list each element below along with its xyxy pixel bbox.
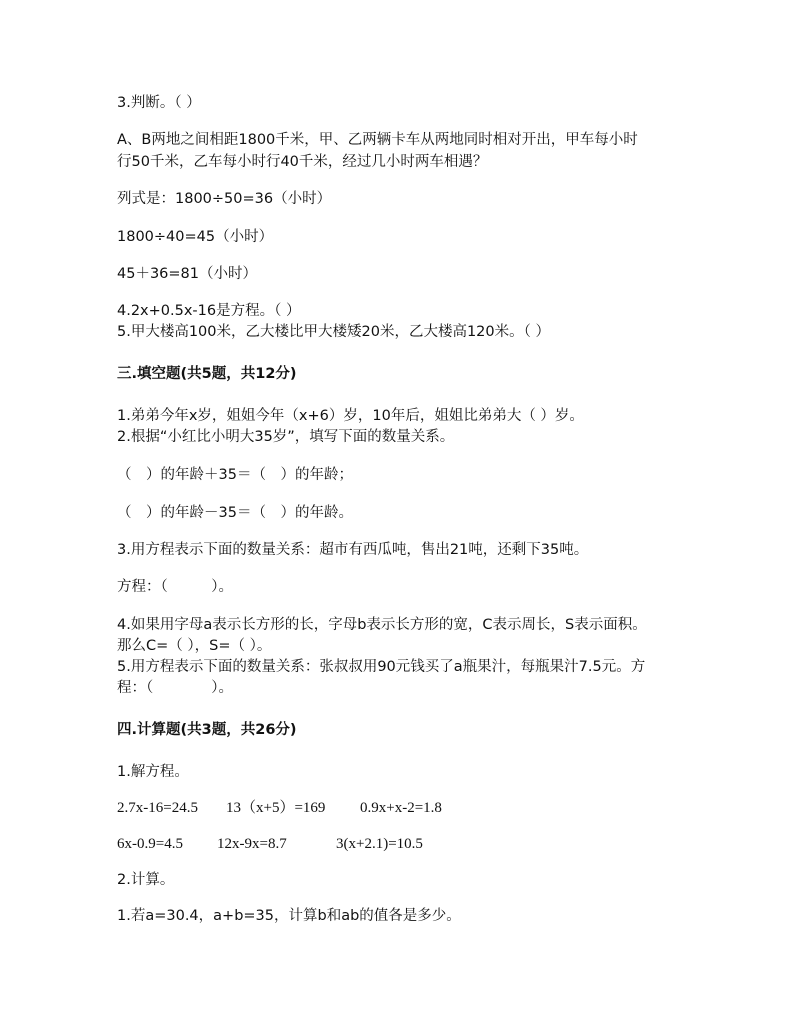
section3-q5-line1: 5.用方程表示下面的数量关系：张叔叔用90元钱买了a瓶果汁，每瓶果汁7.5元。方 bbox=[117, 659, 646, 675]
equation-row2-item3: 3(x+2.1)=10.5 bbox=[336, 836, 423, 852]
equation-row2-item1: 6x-0.9=4.5 bbox=[117, 836, 183, 852]
judge-item3-formula-line3: 45＋36=81（小时） bbox=[117, 266, 258, 282]
judge-item3-problem-line1: A、B两地之间相距1800千米，甲、乙两辆卡车从两地同时相对开出，甲车每小时 bbox=[117, 132, 638, 148]
section3-q5-line2: 程：（ ）。 bbox=[117, 680, 233, 696]
section3-q4-line2: 那么C=（ ），S=（ ）。 bbox=[117, 638, 272, 654]
section3-q2-title: 2.根据“小红比小明大35岁”，填写下面的数量关系。 bbox=[117, 429, 455, 445]
equation-row1-item1: 2.7x-16=24.5 bbox=[117, 800, 198, 816]
judge-item3-formula-line2: 1800÷40=45（小时） bbox=[117, 229, 274, 245]
judge-item3-problem-line2: 行50千米，乙车每小时行40千米，经过几小时两车相遇？ bbox=[117, 154, 488, 170]
section3-q3-answer: 方程：（ ）。 bbox=[117, 579, 233, 595]
section3-heading: 三.填空题(共5题，共12分) bbox=[117, 366, 297, 382]
equation-row1-item3: 0.9x+x-2=1.8 bbox=[360, 800, 442, 816]
judge-item3-title: 3.判断。（ ） bbox=[117, 95, 201, 111]
judge-item3-formula-line1: 列式是：1800÷50=36（小时） bbox=[117, 191, 332, 207]
equation-row2-item2: 12x-9x=8.7 bbox=[217, 836, 287, 852]
section4-heading: 四.计算题(共3题，共26分) bbox=[117, 722, 297, 738]
section4-q1-title: 1.解方程。 bbox=[117, 764, 189, 780]
section3-q4-line1: 4.如果用字母a表示长方形的长，字母b表示长方形的宽，C表示周长，S表示面积。 bbox=[117, 617, 647, 633]
section3-q2-line1: （ ）的年龄＋35＝（ ）的年龄； bbox=[117, 467, 353, 483]
section3-q3-title: 3.用方程表示下面的数量关系：超市有西瓜吨，售出21吨，还剩下35吨。 bbox=[117, 542, 589, 558]
judge-item4: 4.2x+0.5x-16是方程。（ ） bbox=[117, 303, 301, 319]
equation-row1-item2: 13（x+5）=169 bbox=[226, 800, 326, 816]
section4-q2-title: 2.计算。 bbox=[117, 872, 175, 888]
judge-item5: 5.甲大楼高100米，乙大楼比甲大楼矮20米，乙大楼高120米。（ ） bbox=[117, 324, 550, 340]
section3-q2-line2: （ ）的年龄－35＝（ ）的年龄。 bbox=[117, 505, 353, 521]
section4-q2-sub1: 1.若a=30.4，a+b=35，计算b和ab的值各是多少。 bbox=[117, 908, 461, 924]
section3-q1: 1.弟弟今年x岁，姐姐今年（x+6）岁，10年后，姐姐比弟弟大（ ）岁。 bbox=[117, 408, 584, 424]
